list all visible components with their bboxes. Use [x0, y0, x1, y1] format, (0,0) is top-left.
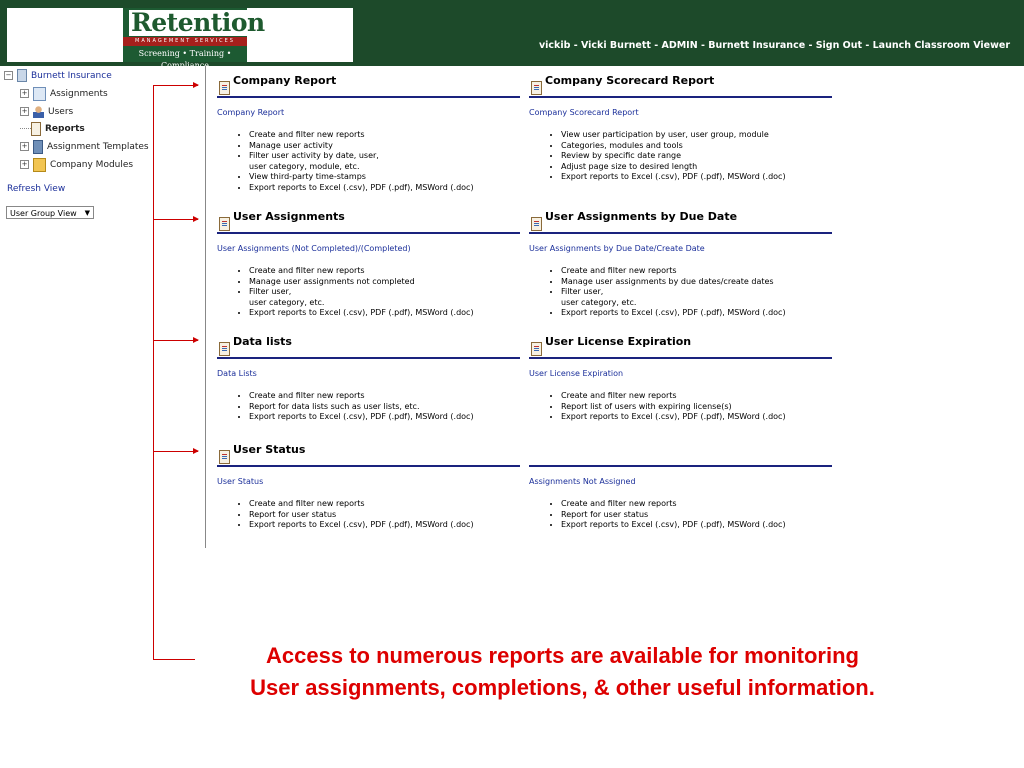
sidebar-item-label: Company Modules [50, 160, 134, 170]
sidebar-item-reports[interactable] [20, 121, 85, 137]
sidebar-item-label: Reports [45, 124, 85, 134]
section-title: Company Report [233, 74, 337, 87]
collapse-icon[interactable]: − [5, 71, 12, 79]
sidebar-item-assignment-templates[interactable] [20, 139, 149, 155]
list-item: • Export reports to Excel (.csv), PDF (.pdf), MSWord (.doc) [249, 520, 520, 531]
list-item: • Create and filter new reports [249, 499, 520, 510]
section-title: Company Scorecard Report [545, 74, 715, 87]
list-item: • Report for data lists such as user lists, etc. [249, 402, 520, 413]
list-item: • Create and filter new reports [249, 266, 520, 277]
app-header [0, 0, 1024, 70]
section-title: User License Expiration [545, 335, 692, 348]
package-icon [33, 158, 46, 172]
section-header [529, 210, 832, 234]
report-section-company-scorecard [529, 74, 832, 183]
sidebar-item-assignments[interactable] [20, 86, 108, 102]
report-link[interactable]: User Assignments by Due Date/Create Date [529, 244, 705, 253]
list-item: • Adjust page size to desired length [561, 162, 832, 173]
report-icon [531, 217, 542, 231]
feature-list [217, 391, 520, 423]
link-separator: - [862, 40, 873, 51]
report-link[interactable]: Company Scorecard Report [529, 108, 639, 117]
logo-word: Retention [131, 8, 265, 37]
list-item: • View third-party time-stamps [249, 172, 520, 183]
building-icon [17, 69, 27, 82]
report-link[interactable]: User License Expiration [529, 369, 624, 378]
sidebar-item-label: Assignment Templates [47, 142, 149, 152]
feature-list [529, 391, 832, 423]
report-icon [219, 81, 230, 95]
retention-logo[interactable] [7, 8, 353, 70]
list-item: • Report list of users with expiring license(s) [561, 402, 832, 413]
section-header [529, 443, 832, 467]
sidebar-item-label: Users [48, 107, 74, 117]
sidebar-item-label: Assignments [50, 89, 108, 99]
feature-list [217, 499, 520, 531]
table-icon [33, 87, 46, 101]
list-item: • Create and filter new reports [561, 266, 832, 277]
logo-tagline: Screening • Training • Compliance [138, 49, 232, 70]
sidebar-item-users[interactable] [20, 104, 73, 120]
expand-icon[interactable]: + [21, 160, 28, 168]
report-section-company-report [217, 74, 520, 193]
list-item: • Create and filter new reports [249, 130, 520, 141]
report-section-data-lists [217, 335, 520, 423]
list-item: • Report for user status [561, 510, 832, 521]
document-icon [31, 122, 41, 136]
section-header [217, 210, 520, 234]
expand-icon[interactable]: + [21, 142, 28, 150]
report-section-user-assignments-due-date [529, 210, 832, 319]
section-header [529, 74, 832, 98]
annotation-arrow [154, 340, 198, 341]
section-title: User Assignments [233, 210, 345, 223]
list-item: • Export reports to Excel (.csv), PDF (.pdf), MSWord (.doc) [249, 412, 520, 423]
list-item: • Export reports to Excel (.csv), PDF (.pdf), MSWord (.doc) [561, 412, 832, 423]
list-item: • Manage user assignments not completed [249, 277, 520, 288]
annotation-line [153, 659, 195, 660]
list-item: • Export reports to Excel (.csv), PDF (.pdf), MSWord (.doc) [561, 520, 832, 531]
list-item: • Review by specific date range [561, 151, 832, 162]
section-title: User Status [233, 443, 306, 456]
report-link[interactable]: User Assignments (Not Completed)/(Completed) [217, 244, 411, 253]
expand-icon[interactable]: + [21, 89, 28, 97]
feature-list [529, 130, 832, 183]
list-item: • Create and filter new reports [561, 391, 832, 402]
template-icon [33, 140, 43, 154]
feature-list [217, 266, 520, 319]
logo-band-text: MANAGEMENT SERVICES [123, 37, 247, 46]
report-section-user-status [217, 443, 520, 531]
report-icon [219, 217, 230, 231]
report-section-assignments-not-assigned [529, 443, 832, 531]
list-item: • Filter user activity by date, user, user category, module, etc. [249, 151, 520, 172]
section-title: User Assignments by Due Date [545, 210, 738, 223]
list-item: • Filter user, user category, etc. [249, 287, 520, 308]
annotation-line [153, 85, 154, 660]
list-item: • Export reports to Excel (.csv), PDF (.pdf), MSWord (.doc) [561, 172, 832, 183]
section-header [217, 335, 520, 359]
list-item: • Create and filter new reports [561, 499, 832, 510]
section-header [217, 74, 520, 98]
tree-root-label: Burnett Insurance [31, 71, 112, 81]
section-header [529, 335, 832, 359]
caption-line-2: User assignments, completions, & other useful information. [250, 675, 875, 700]
view-select-value: User Group View [10, 209, 77, 218]
list-item: • Manage user assignments by due dates/create dates [561, 277, 832, 288]
refresh-view-link[interactable]: Refresh View [7, 184, 66, 194]
user-links [539, 40, 1010, 51]
annotation-caption [190, 640, 935, 704]
user-icon [33, 106, 44, 118]
tree-connector [20, 128, 31, 129]
annotation-arrow [154, 219, 198, 220]
section-header [217, 443, 520, 467]
sign-out-link[interactable]: Sign Out [815, 40, 863, 51]
report-link[interactable]: User Status [217, 477, 264, 486]
tree-root[interactable] [4, 68, 112, 84]
report-link[interactable]: Company Report [217, 108, 285, 117]
report-icon [531, 342, 542, 356]
sidebar-item-company-modules[interactable] [20, 157, 133, 173]
dropdown-arrow-icon: ▼ [84, 209, 90, 217]
list-item: • Export reports to Excel (.csv), PDF (.pdf), MSWord (.doc) [561, 308, 832, 319]
launch-classroom-viewer-link[interactable]: Launch Classroom Viewer [872, 40, 1010, 51]
feature-list [529, 266, 832, 319]
report-section-user-assignments [217, 210, 520, 319]
annotation-arrow [154, 85, 198, 86]
report-link[interactable]: Data Lists [217, 369, 257, 378]
report-icon [531, 81, 542, 95]
list-item: • Report for user status [249, 510, 520, 521]
view-select[interactable] [6, 206, 94, 219]
sidebar [0, 66, 206, 548]
report-section-user-license-expiration [529, 335, 832, 423]
expand-icon[interactable]: + [21, 107, 28, 115]
list-item: • Create and filter new reports [249, 391, 520, 402]
report-icon [219, 342, 230, 356]
list-item: • Filter user, user category, etc. [561, 287, 832, 308]
report-link[interactable]: Assignments Not Assigned [529, 477, 636, 486]
list-item: • Manage user activity [249, 141, 520, 152]
annotation-arrow [154, 451, 198, 452]
list-item: • Export reports to Excel (.csv), PDF (.pdf), MSWord (.doc) [249, 183, 520, 194]
feature-list [529, 499, 832, 531]
report-icon [219, 450, 230, 464]
list-item: • Categories, modules and tools [561, 141, 832, 152]
caption-line-1: Access to numerous reports are available for monitoring [266, 643, 859, 668]
feature-list [217, 130, 520, 193]
list-item: • View user participation by user, user group, module [561, 130, 832, 141]
list-item: • Export reports to Excel (.csv), PDF (.pdf), MSWord (.doc) [249, 308, 520, 319]
user-info: vickib - Vicki Burnett - ADMIN - Burnett Insurance - [538, 40, 816, 51]
section-title: Data lists [233, 335, 292, 348]
